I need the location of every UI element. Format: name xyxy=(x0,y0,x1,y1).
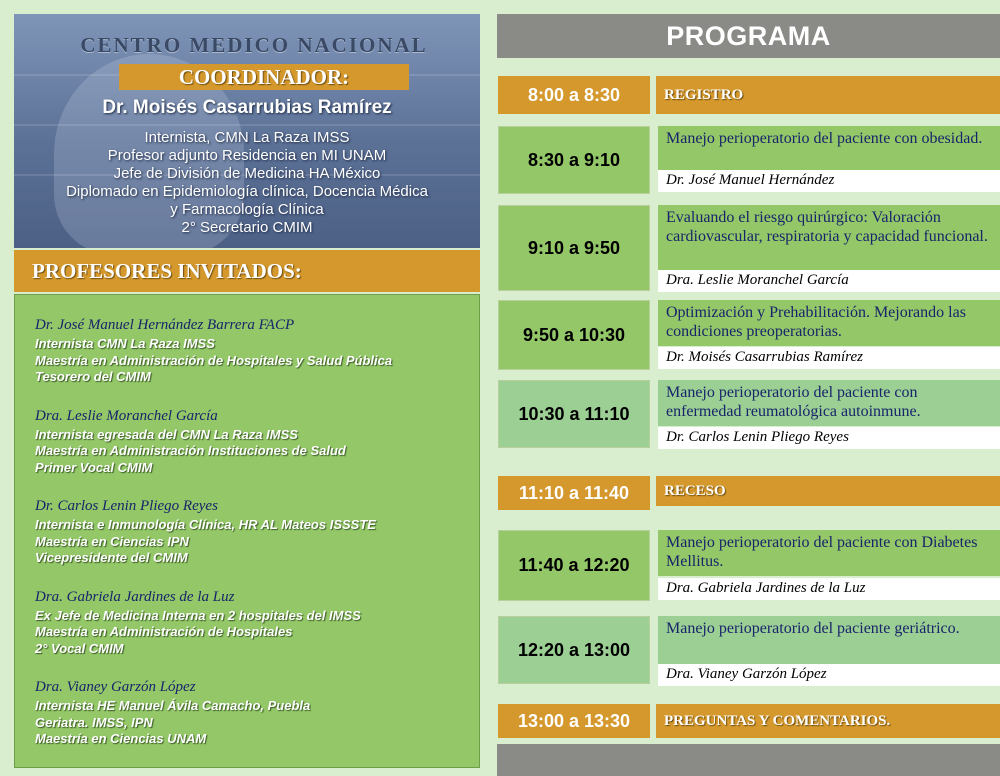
professor-detail: Tesorero del CMIM xyxy=(35,369,151,384)
time-slot: 9:10 a 9:50 xyxy=(498,205,650,291)
coordinator-credentials xyxy=(14,129,480,237)
session-speaker: Dra. Vianey Garzón López xyxy=(658,664,1000,686)
professor-name: Dra. Vianey Garzón López xyxy=(35,679,196,695)
session-speaker: Dr. Moisés Casarrubias Ramírez xyxy=(658,347,1000,369)
session-topic: Manejo perioperatorio del paciente geriátrico. xyxy=(658,616,1000,664)
professor-entry xyxy=(35,408,479,477)
footer-bar xyxy=(497,744,1000,776)
professor-entry xyxy=(35,589,479,658)
time-slot: 10:30 a 11:10 xyxy=(498,380,650,448)
session-speaker: Dra. Leslie Moranchel García xyxy=(658,270,1000,292)
credential-line: Internista, CMN La Raza IMSS xyxy=(144,129,350,146)
professor-detail: 2° Vocal CMIM xyxy=(35,640,124,656)
registro-label: REGISTRO xyxy=(656,76,1000,114)
professor-entry xyxy=(35,679,479,748)
session-speaker: Dra. Gabriela Jardines de la Luz xyxy=(658,578,1000,600)
professor-name: Dra. Leslie Moranchel García xyxy=(35,407,218,424)
building-sign: CENTRO MEDICO NACIONAL xyxy=(80,33,428,57)
professor-detail: Internista CMN La Raza IMSS xyxy=(35,336,215,351)
time-slot: 9:50 a 10:30 xyxy=(498,300,650,370)
professor-name: Dr. Carlos Lenin Pliego Reyes xyxy=(35,498,218,514)
program-title: PROGRAMA xyxy=(497,14,1000,58)
session-speaker: Dr. José Manuel Hernández xyxy=(658,170,1000,192)
coordinator-banner xyxy=(14,14,480,248)
session-topic: Manejo perioperatorio del paciente con Diabetes Mellitus. xyxy=(658,530,1000,576)
time-slot: 11:40 a 12:20 xyxy=(498,530,650,601)
session-topic: Optimización y Prehabilitación. Mejorando las condiciones preoperatorias. xyxy=(658,300,1000,346)
coordinator-label: COORDINADOR: xyxy=(119,64,409,90)
professor-detail: Ex Jefe de Medicina Interna en 2 hospitales del IMSS xyxy=(35,607,361,623)
professor-detail: Geriatra. IMSS, IPN xyxy=(35,714,153,730)
receso-label: RECESO xyxy=(656,476,1000,506)
professor-detail: Internista e Inmunología Clínica, HR AL Mateos ISSSTE xyxy=(35,517,376,532)
professor-detail: Internista HE Manuel Ávila Camacho, Puebla xyxy=(35,698,311,713)
time-slot: 8:00 a 8:30 xyxy=(498,76,650,114)
credential-line: Profesor adjunto Residencia en MI UNAM xyxy=(107,147,387,164)
professor-detail: Maestría en Ciencias UNAM xyxy=(35,731,207,746)
professor-name: Dr. José Manuel Hernández Barrera FACP xyxy=(35,317,295,333)
professor-entry xyxy=(35,498,479,567)
professor-detail: Maestría en Administración de Hospitales xyxy=(35,624,293,639)
professors-list xyxy=(14,294,480,768)
session-topic: Evaluando el riesgo quirúrgico: Valoración cardiovascular, respiratoria y capacidad funcional. xyxy=(658,205,1000,270)
session-topic: Manejo perioperatorio del paciente con obesidad. xyxy=(658,126,1000,170)
credential-line: y Farmacología Clínica xyxy=(170,201,324,218)
professor-entry xyxy=(35,317,479,386)
professor-detail: Vicepresidente del CMIM xyxy=(35,550,188,565)
session-topic: Manejo perioperatorio del paciente con enfermedad reumatológica autoinmune. xyxy=(658,380,1000,426)
professor-name: Dra. Gabriela Jardines de la Luz xyxy=(35,588,235,605)
professor-detail: Maestría en Ciencias IPN xyxy=(35,533,189,549)
credential-line: Jefe de División de Medicina HA México xyxy=(113,165,381,182)
preguntas-label: PREGUNTAS Y COMENTARIOS. xyxy=(656,704,1000,738)
session-speaker: Dr. Carlos Lenin Pliego Reyes xyxy=(658,427,1000,449)
time-slot: 12:20 a 13:00 xyxy=(498,616,650,684)
credential-line: Diplomado en Epidemiología clínica, Docencia Médica xyxy=(66,183,428,200)
professor-detail: Internista egresada del CMN La Raza IMSS xyxy=(35,426,298,442)
professors-header: PROFESORES INVITADOS: xyxy=(14,250,480,292)
time-slot: 8:30 a 9:10 xyxy=(498,126,650,194)
credential-line: 2° Secretario CMIM xyxy=(181,219,313,236)
professor-detail: Maestría en Administración de Hospitales y Salud Pública xyxy=(35,352,393,368)
coordinator-name: Dr. Moisés Casarrubias Ramírez xyxy=(102,97,392,118)
time-slot: 11:10 a 11:40 xyxy=(498,476,650,510)
professor-detail: Primer Vocal CMIM xyxy=(35,459,153,475)
time-slot: 13:00 a 13:30 xyxy=(498,704,650,738)
professor-detail: Maestría en Administración Instituciones de Salud xyxy=(35,443,346,458)
